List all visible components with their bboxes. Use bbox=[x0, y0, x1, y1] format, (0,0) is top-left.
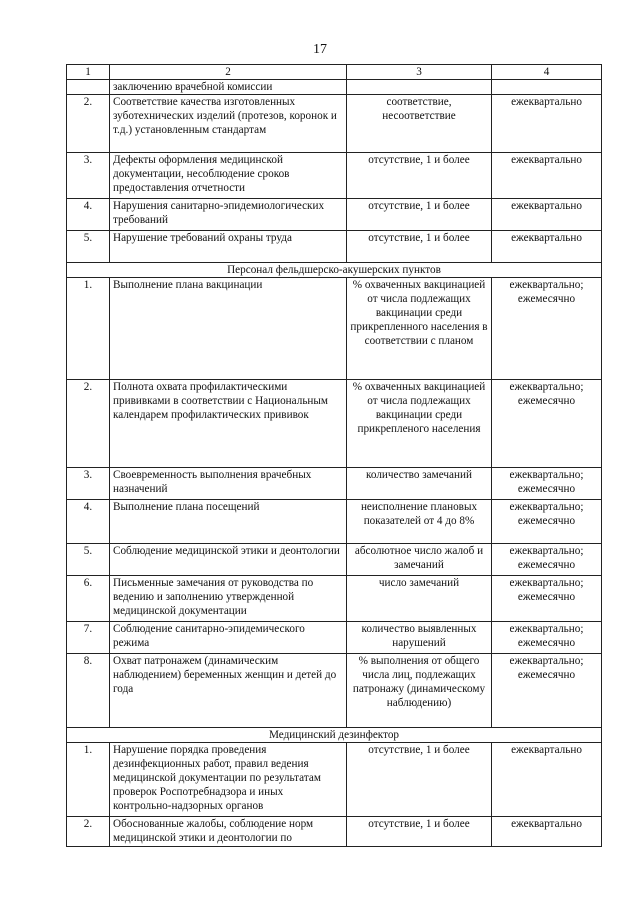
table-row bbox=[67, 544, 602, 576]
row-value bbox=[347, 80, 492, 95]
row-number: 1. bbox=[67, 278, 110, 380]
section-title-fap: Персонал фельдшерско-акушерских пунктов bbox=[67, 263, 602, 278]
row-value: отсутствие, 1 и более bbox=[347, 231, 492, 263]
table-row bbox=[67, 743, 602, 817]
table-row bbox=[67, 468, 602, 500]
row-criterion: Обоснованные жалобы, соблюдение норм медицинской этики и деонтологии по bbox=[110, 817, 347, 847]
row-number: 3. bbox=[67, 468, 110, 500]
row-number: 7. bbox=[67, 622, 110, 654]
row-criterion: Письменные замечания от руководства по ведению и заполнению утвержденной медицинской документации bbox=[110, 576, 347, 622]
row-period: ежеквартально; ежемесячно bbox=[492, 278, 602, 380]
row-period: ежеквартально bbox=[492, 153, 602, 199]
row-period: ежеквартально; ежемесячно bbox=[492, 380, 602, 468]
section-heading-row bbox=[67, 728, 602, 743]
row-criterion: Выполнение плана вакцинации bbox=[110, 278, 347, 380]
table-row bbox=[67, 231, 602, 263]
row-value: отсутствие, 1 и более bbox=[347, 199, 492, 231]
row-criterion: Нарушение требований охраны труда bbox=[110, 231, 347, 263]
row-period bbox=[492, 80, 602, 95]
table-row bbox=[67, 95, 602, 153]
row-value: % выполнения от общего числа лиц, подлежащих патронажу (динамическому наблюдению) bbox=[347, 654, 492, 728]
row-period: ежеквартально; ежемесячно bbox=[492, 622, 602, 654]
table-row bbox=[67, 622, 602, 654]
row-number bbox=[67, 80, 110, 95]
row-value: число замечаний bbox=[347, 576, 492, 622]
row-number: 6. bbox=[67, 576, 110, 622]
row-period: ежеквартально; ежемесячно bbox=[492, 500, 602, 544]
row-value: неисполнение плановых показателей от 4 до 8% bbox=[347, 500, 492, 544]
row-period: ежеквартально bbox=[492, 95, 602, 153]
row-number: 3. bbox=[67, 153, 110, 199]
row-value: отсутствие, 1 и более bbox=[347, 743, 492, 817]
header-col-1: 1 bbox=[67, 65, 110, 80]
table-row bbox=[67, 199, 602, 231]
table-row bbox=[67, 654, 602, 728]
table-row bbox=[67, 380, 602, 468]
row-value: количество выявленных нарушений bbox=[347, 622, 492, 654]
row-value: абсолютное число жалоб и замечаний bbox=[347, 544, 492, 576]
row-number: 8. bbox=[67, 654, 110, 728]
row-criterion: заключению врачебной комиссии bbox=[110, 80, 347, 95]
criteria-table bbox=[66, 64, 602, 847]
header-col-3: 3 bbox=[347, 65, 492, 80]
continuation-row bbox=[67, 80, 602, 95]
row-period: ежеквартально; ежемесячно bbox=[492, 468, 602, 500]
table-row bbox=[67, 278, 602, 380]
row-criterion: Полнота охвата профилактическими прививками в соответствии с Национальным календарем профилактических прививок bbox=[110, 380, 347, 468]
table-header-row bbox=[67, 65, 602, 80]
row-criterion: Соблюдение санитарно-эпидемического режима bbox=[110, 622, 347, 654]
row-criterion: Выполнение плана посещений bbox=[110, 500, 347, 544]
table-row bbox=[67, 817, 602, 847]
row-criterion: Охват патронажем (динамическим наблюдением) беременных женщин и детей до года bbox=[110, 654, 347, 728]
row-value: % охваченных вакцинацией от числа подлежащих вакцинации среди прикрепленного населения в соответствии с планом bbox=[347, 278, 492, 380]
row-period: ежеквартально; ежемесячно bbox=[492, 576, 602, 622]
row-criterion: Нарушения санитарно-эпидемиологических требований bbox=[110, 199, 347, 231]
page-number: 17 bbox=[313, 42, 327, 57]
row-number: 2. bbox=[67, 95, 110, 153]
section-title-disinfector: Медицинский дезинфектор bbox=[67, 728, 602, 743]
row-value: отсутствие, 1 и более bbox=[347, 153, 492, 199]
row-number: 5. bbox=[67, 231, 110, 263]
row-number: 2. bbox=[67, 817, 110, 847]
row-value: % охваченных вакцинацией от числа подлежащих вакцинации среди прикрепленого населения bbox=[347, 380, 492, 468]
row-number: 1. bbox=[67, 743, 110, 817]
row-period: ежеквартально; ежемесячно bbox=[492, 544, 602, 576]
row-number: 4. bbox=[67, 500, 110, 544]
row-criterion: Нарушение порядка проведения дезинфекционных работ, правил ведения медицинской документации по результатам проверок Роспотребнадзора и иных контрольно-надзорных органов bbox=[110, 743, 347, 817]
row-period: ежеквартально bbox=[492, 199, 602, 231]
row-value: количество замечаний bbox=[347, 468, 492, 500]
row-criterion: Дефекты оформления медицинской документации, несоблюдение сроков предоставления отчетности bbox=[110, 153, 347, 199]
table-row bbox=[67, 576, 602, 622]
row-criterion: Соответствие качества изготовленных зуботехнических изделий (протезов, коронок и т.д.) установленным стандартам bbox=[110, 95, 347, 153]
table-row bbox=[67, 153, 602, 199]
row-period: ежеквартально bbox=[492, 743, 602, 817]
header-col-4: 4 bbox=[492, 65, 602, 80]
table-row bbox=[67, 500, 602, 544]
row-period: ежеквартально bbox=[492, 817, 602, 847]
row-period: ежеквартально; ежемесячно bbox=[492, 654, 602, 728]
section-heading-row bbox=[67, 263, 602, 278]
row-value: отсутствие, 1 и более bbox=[347, 817, 492, 847]
row-number: 2. bbox=[67, 380, 110, 468]
row-period: ежеквартально bbox=[492, 231, 602, 263]
row-criterion: Соблюдение медицинской этики и деонтологии bbox=[110, 544, 347, 576]
row-number: 5. bbox=[67, 544, 110, 576]
row-criterion: Своевременность выполнения врачебных назначений bbox=[110, 468, 347, 500]
row-value: соответствие, несоответствие bbox=[347, 95, 492, 153]
header-col-2: 2 bbox=[110, 65, 347, 80]
row-number: 4. bbox=[67, 199, 110, 231]
